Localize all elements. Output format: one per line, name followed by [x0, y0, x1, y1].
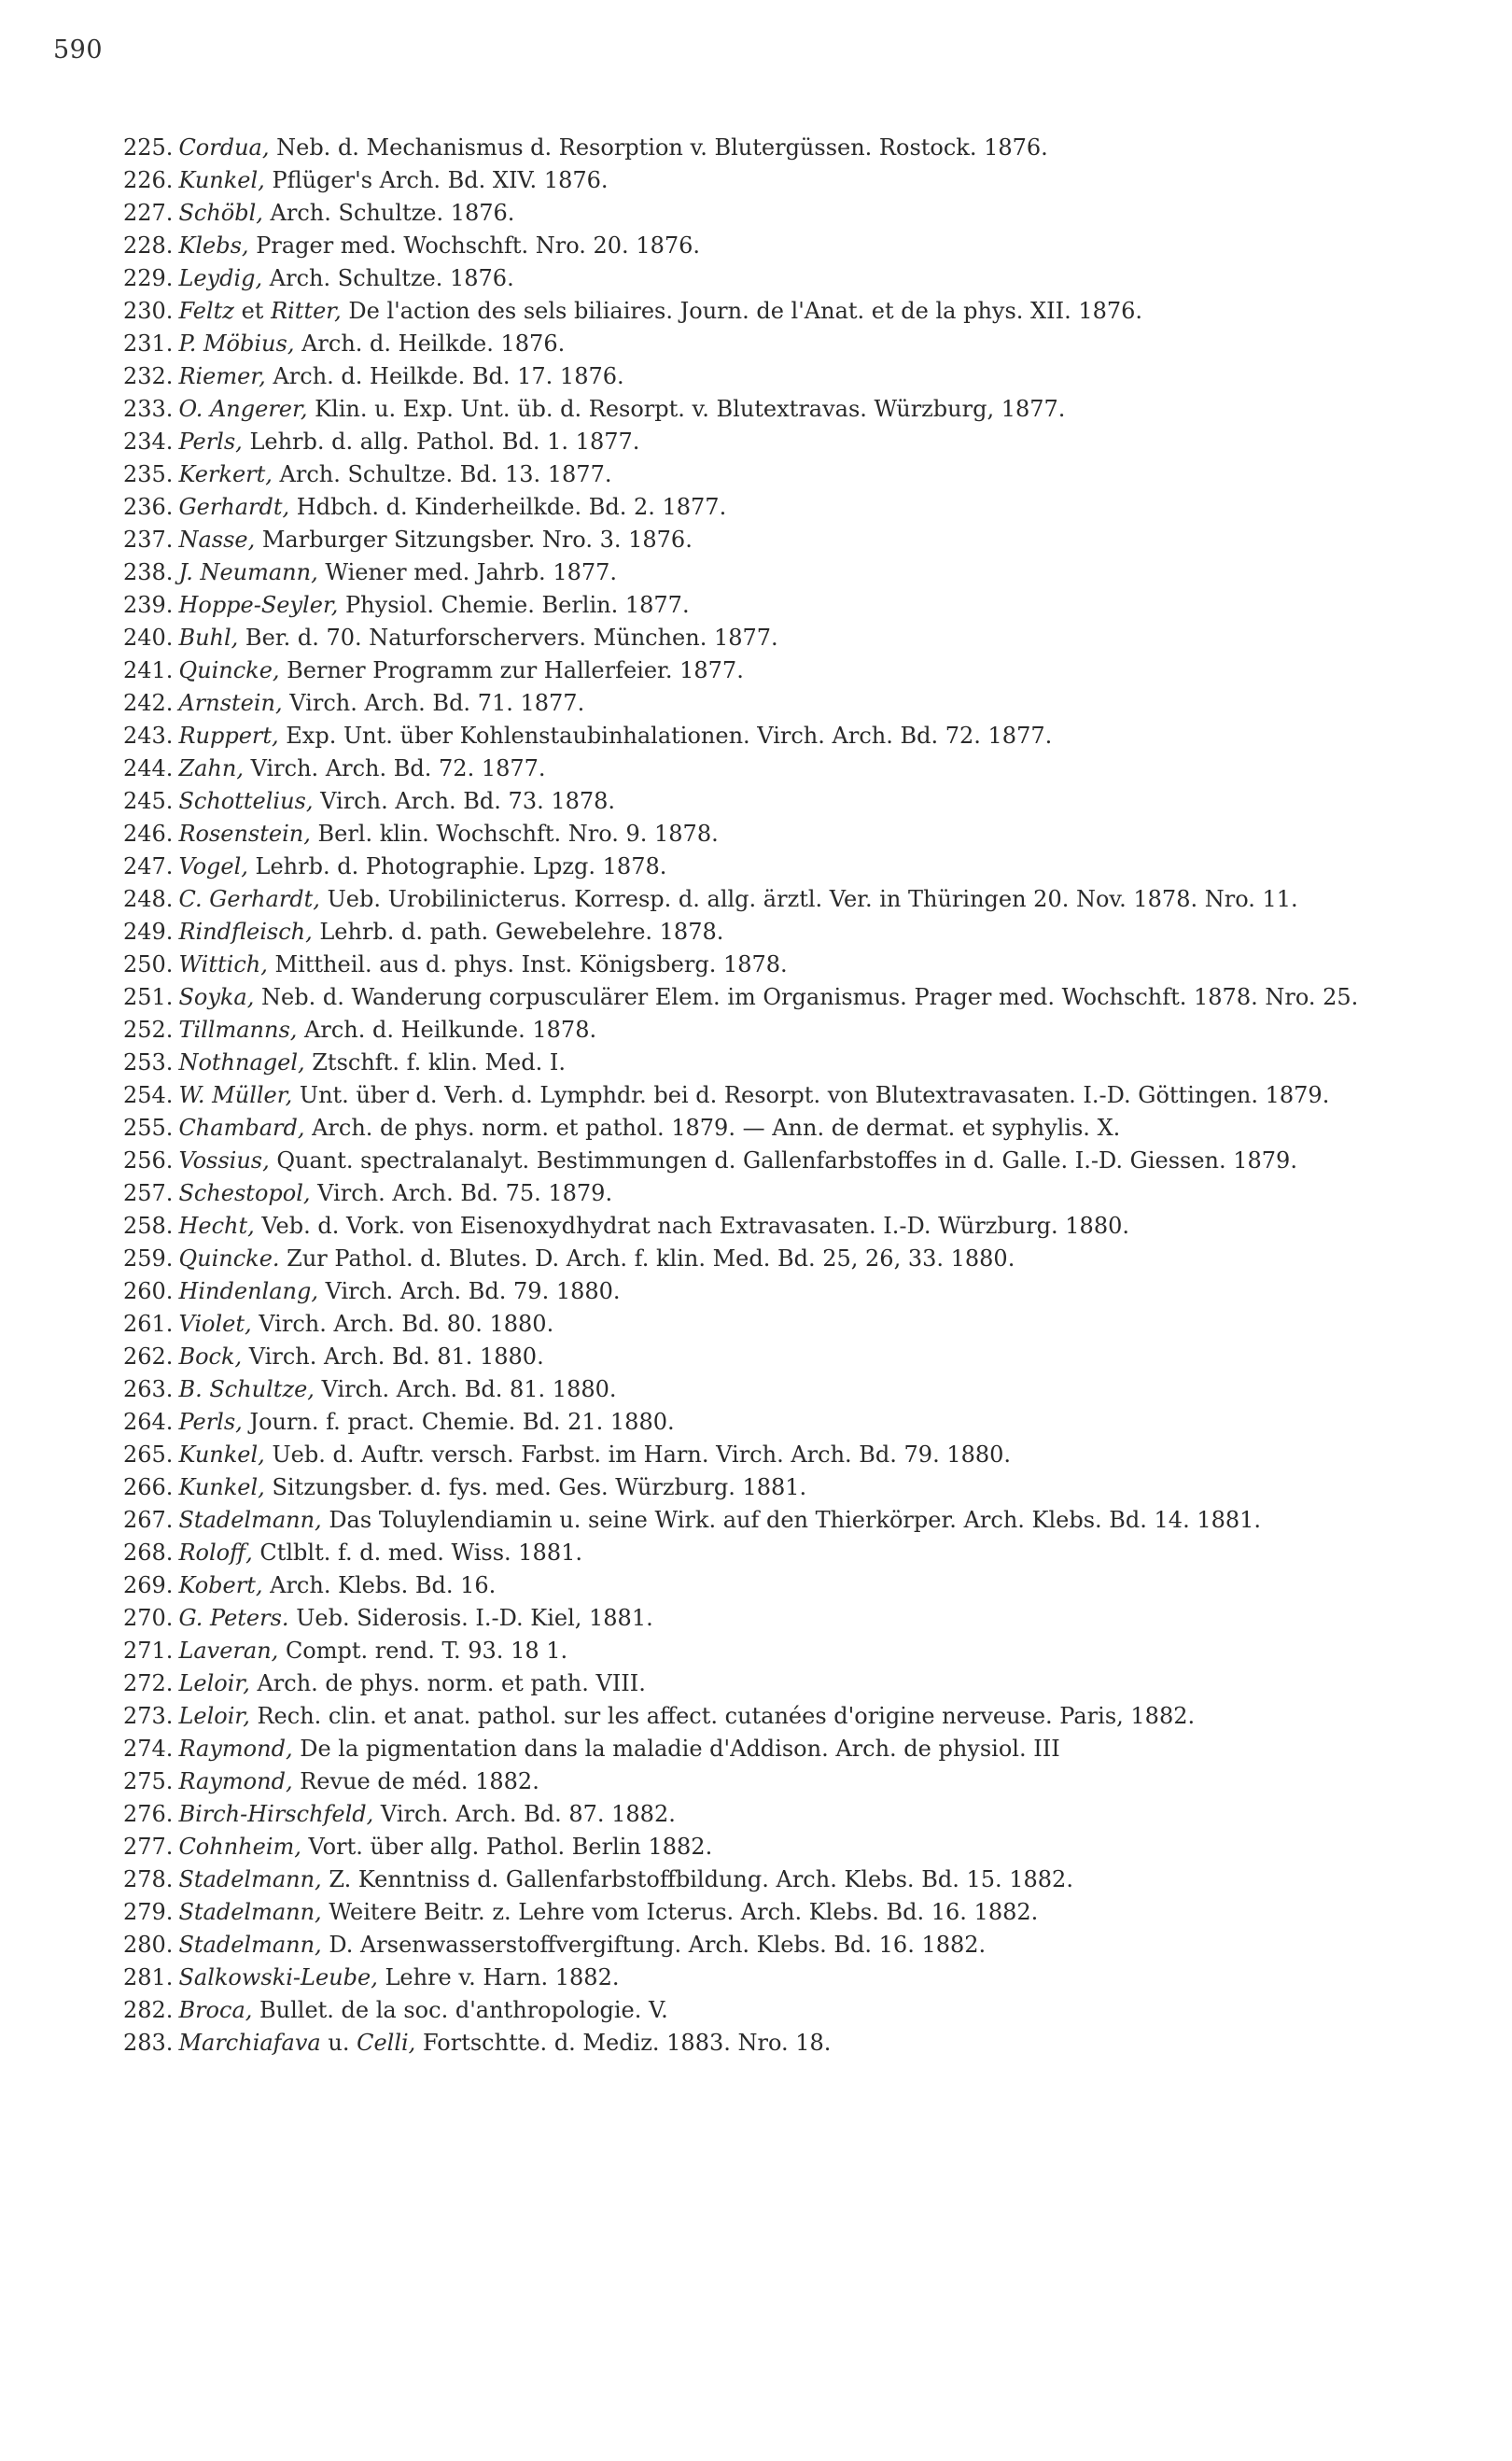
reference-number: 283. — [123, 2030, 174, 2056]
reference-text: Neb. d. Mechanismus d. Resorption v. Blutergüssen. Rostock. 1876. — [269, 134, 1048, 161]
reference-text: Physiol. Chemie. Berlin. 1877. — [338, 592, 690, 618]
reference-number: 233. — [123, 396, 174, 422]
reference-entry — [86, 1145, 1454, 1177]
reference-entry — [86, 883, 1454, 916]
reference-text: Arch. de phys. norm. et pathol. 1879. — Ann. de dermat. et syphylis. X. — [304, 1115, 1121, 1141]
reference-number: 276. — [123, 1801, 174, 1827]
reference-entry — [86, 1243, 1454, 1275]
reference-entry — [86, 1733, 1454, 1765]
reference-entry — [86, 458, 1454, 491]
reference-entry — [86, 164, 1454, 197]
reference-number: 226. — [123, 167, 174, 193]
reference-text: Veb. d. Vork. von Eisenoxydhydrat nach Extravasaten. I.-D. Würzburg. 1880. — [254, 1213, 1129, 1239]
reference-entry — [86, 1798, 1454, 1831]
reference-number: 275. — [123, 1768, 174, 1794]
reference-entry — [86, 1765, 1454, 1798]
reference-author: Nothnagel, — [178, 1049, 305, 1076]
reference-text: Pflüger's Arch. Bd. XIV. 1876. — [264, 167, 609, 193]
reference-author: Gerhardt, — [178, 494, 290, 520]
reference-text: Virch. Arch. Bd. 72. 1877. — [243, 755, 546, 781]
reference-number: 249. — [123, 919, 174, 945]
reference-author: Rosenstein, — [178, 821, 311, 847]
reference-entry — [86, 1863, 1454, 1896]
reference-entry — [86, 687, 1454, 720]
reference-text: Ztschft. f. klin. Med. I. — [304, 1049, 566, 1076]
reference-author: Chambard, — [178, 1115, 305, 1141]
reference-author: Leloir, — [178, 1670, 250, 1696]
reference-number: 266. — [123, 1474, 174, 1500]
reference-number: 257. — [123, 1180, 174, 1206]
reference-entry — [86, 1602, 1454, 1635]
reference-text: Arch. de phys. norm. et path. VIII. — [249, 1670, 646, 1696]
reference-author: Kunkel, — [178, 1474, 265, 1500]
reference-text: u. — [320, 2030, 357, 2056]
reference-number: 232. — [123, 363, 174, 389]
reference-author: Tillmanns, — [178, 1017, 298, 1043]
reference-text: Virch. Arch. Bd. 71. 1877. — [282, 690, 585, 716]
reference-entry — [86, 1994, 1454, 2027]
reference-number: 261. — [123, 1311, 174, 1337]
reference-author: Raymond, — [178, 1768, 293, 1794]
reference-number: 241. — [123, 657, 174, 683]
reference-number: 229. — [123, 265, 174, 291]
reference-text: De la pigmentation dans la maladie d'Addison. Arch. de physiol. III — [292, 1736, 1060, 1762]
reference-text: Sitzungsber. d. fys. med. Ges. Würzburg. 1881. — [264, 1474, 807, 1500]
reference-text: Virch. Arch. Bd. 75. 1879. — [310, 1180, 613, 1206]
reference-author: Nasse, — [178, 527, 256, 553]
reference-number: 259. — [123, 1245, 174, 1272]
reference-entry — [86, 851, 1454, 883]
reference-entry — [86, 426, 1454, 458]
reference-number: 246. — [123, 821, 174, 847]
reference-author: Schottelius, — [178, 788, 314, 814]
reference-text: Journ. f. pract. Chemie. Bd. 21. 1880. — [242, 1409, 675, 1435]
reference-author: Kobert, — [178, 1572, 263, 1598]
reference-number: 263. — [123, 1376, 174, 1402]
reference-author: Soyka, — [178, 984, 255, 1010]
reference-number: 260. — [123, 1278, 174, 1304]
reference-text: Bullet. de la soc. d'anthropologie. V. — [252, 1997, 668, 2023]
reference-number: 265. — [123, 1441, 174, 1468]
reference-author: Laveran, — [178, 1638, 279, 1664]
reference-text: Ueb. Urobilinicterus. Korresp. d. allg. ärztl. Ver. in Thüringen 20. Nov. 1878. Nro. 11. — [319, 886, 1298, 912]
reference-author: Leydig, — [178, 265, 263, 291]
reference-number: 280. — [123, 1932, 174, 1958]
reference-text: Lehrb. d. Photographie. Lpzg. 1878. — [247, 853, 667, 879]
reference-entry — [86, 720, 1454, 752]
reference-number: 251. — [123, 984, 174, 1010]
reference-number: 238. — [123, 559, 174, 585]
reference-number: 248. — [123, 886, 174, 912]
reference-text: Arch. d. Heilkunde. 1878. — [297, 1017, 597, 1043]
reference-author: Hindenlang, — [178, 1278, 318, 1304]
reference-text: Virch. Arch. Bd. 81. 1880. — [314, 1376, 617, 1402]
reference-entry — [86, 197, 1454, 230]
reference-author: C. Gerhardt, — [178, 886, 320, 912]
reference-entry — [86, 1635, 1454, 1667]
reference-entry — [86, 1373, 1454, 1406]
reference-number: 237. — [123, 527, 174, 553]
reference-author: Cordua, — [178, 134, 270, 161]
reference-author: Bock, — [178, 1343, 243, 1370]
reference-author: Klebs, — [178, 232, 249, 259]
reference-entry — [86, 1962, 1454, 1994]
reference-author: Quincke. — [178, 1245, 280, 1272]
reference-entry — [86, 622, 1454, 654]
reference-text: Mittheil. aus d. phys. Inst. Königsberg. 1878. — [267, 951, 788, 977]
reference-entry — [86, 328, 1454, 360]
reference-number: 270. — [123, 1605, 174, 1631]
reference-author: Kunkel, — [178, 1441, 265, 1468]
reference-text: Neb. d. Wanderung corpusculärer Elem. im Organismus. Prager med. Wochschft. 1878. Nro. 25. — [254, 984, 1359, 1010]
reference-author: Perls, — [178, 429, 243, 455]
reference-entry — [86, 1014, 1454, 1047]
reference-entry — [86, 1308, 1454, 1341]
reference-text: Arch. d. Heilkde. 1876. — [294, 330, 566, 357]
reference-entry — [86, 1112, 1454, 1145]
reference-entry — [86, 1896, 1454, 1929]
reference-text: Arch. Schultze. 1876. — [262, 200, 515, 226]
reference-number: 264. — [123, 1409, 174, 1435]
reference-author: Birch-Hirschfeld, — [178, 1801, 374, 1827]
reference-entry — [86, 1047, 1454, 1079]
reference-number: 253. — [123, 1049, 174, 1076]
reference-author: W. Müller, — [178, 1082, 293, 1108]
reference-entry — [86, 1929, 1454, 1962]
reference-entry — [86, 1537, 1454, 1569]
reference-entry — [86, 393, 1454, 426]
reference-number: 262. — [123, 1343, 174, 1370]
reference-number: 279. — [123, 1899, 174, 1925]
reference-entry — [86, 654, 1454, 687]
reference-text: Virch. Arch. Bd. 73. 1878. — [313, 788, 616, 814]
reference-author: Roloff, — [178, 1540, 253, 1566]
reference-text: Virch. Arch. Bd. 79. 1880. — [317, 1278, 621, 1304]
reference-text: Lehrb. d. path. Gewebelehre. 1878. — [312, 919, 724, 945]
reference-author: Rindfleisch, — [178, 919, 313, 945]
reference-author: Buhl, — [178, 625, 239, 651]
reference-text: Quant. spectralanalyt. Bestimmungen d. Gallenfarbstoffes in d. Galle. I.-D. Giessen. 1879. — [269, 1147, 1297, 1174]
reference-text: Marburger Sitzungsber. Nro. 3. 1876. — [255, 527, 693, 553]
reference-author: Hoppe-Seyler, — [178, 592, 339, 618]
reference-entry — [86, 491, 1454, 524]
reference-author: Celli, — [357, 2030, 416, 2056]
reference-number: 278. — [123, 1866, 174, 1892]
reference-entry — [86, 1177, 1454, 1210]
reference-entry — [86, 1439, 1454, 1471]
reference-number: 252. — [123, 1017, 174, 1043]
reference-text: Zur Pathol. d. Blutes. D. Arch. f. klin. Med. Bd. 25, 26, 33. 1880. — [279, 1245, 1015, 1272]
reference-entry — [86, 2027, 1454, 2060]
reference-text: Weitere Beitr. z. Lehre vom Icterus. Arch. Klebs. Bd. 16. 1882. — [321, 1899, 1039, 1925]
reference-number: 225. — [123, 134, 174, 161]
reference-author: Ritter, — [271, 298, 342, 324]
reference-number: 274. — [123, 1736, 174, 1762]
reference-text: Virch. Arch. Bd. 87. 1882. — [373, 1801, 676, 1827]
reference-number: 239. — [123, 592, 174, 618]
reference-list — [86, 132, 1454, 2060]
reference-author: Wittich, — [178, 951, 268, 977]
reference-text: Hdbch. d. Kinderheilkde. Bd. 2. 1877. — [289, 494, 727, 520]
reference-text: Ctlblt. f. d. med. Wiss. 1881. — [252, 1540, 582, 1566]
reference-author: Zahn, — [178, 755, 244, 781]
reference-number: 242. — [123, 690, 174, 716]
reference-text: Klin. u. Exp. Unt. üb. d. Resorpt. v. Blutextravas. Würzburg, 1877. — [307, 396, 1066, 422]
reference-text: Ueb. Siderosis. I.-D. Kiel, 1881. — [288, 1605, 653, 1631]
reference-entry — [86, 1471, 1454, 1504]
reference-entry — [86, 1406, 1454, 1439]
reference-entry — [86, 1341, 1454, 1373]
reference-author: Stadelmann, — [178, 1932, 322, 1958]
reference-entry — [86, 1079, 1454, 1112]
reference-text: Lehrb. d. allg. Pathol. Bd. 1. 1877. — [242, 429, 640, 455]
reference-text: De l'action des sels biliaires. Journ. de l'Anat. et de la phys. XII. 1876. — [341, 298, 1143, 324]
reference-author: J. Neumann, — [178, 559, 318, 585]
reference-author: Violet, — [178, 1311, 252, 1337]
reference-entry — [86, 1504, 1454, 1537]
reference-author: Stadelmann, — [178, 1899, 322, 1925]
reference-author: Raymond, — [178, 1736, 293, 1762]
reference-number: 230. — [123, 298, 174, 324]
reference-text: Arch. Schultze. 1876. — [262, 265, 514, 291]
reference-number: 272. — [123, 1670, 174, 1696]
reference-author: Stadelmann, — [178, 1866, 322, 1892]
reference-entry — [86, 818, 1454, 851]
reference-entry — [86, 752, 1454, 785]
reference-number: 244. — [123, 755, 174, 781]
reference-author: Perls, — [178, 1409, 243, 1435]
reference-text: Vort. über allg. Pathol. Berlin 1882. — [301, 1834, 713, 1860]
reference-number: 231. — [123, 330, 174, 357]
reference-author: Arnstein, — [178, 690, 283, 716]
reference-text: D. Arsenwasserstoffvergiftung. Arch. Klebs. Bd. 16. 1882. — [321, 1932, 987, 1958]
reference-author: Cohnheim, — [178, 1834, 301, 1860]
reference-author: B. Schultze, — [178, 1376, 315, 1402]
reference-number: 271. — [123, 1638, 174, 1664]
reference-number: 250. — [123, 951, 174, 977]
reference-entry — [86, 589, 1454, 622]
reference-text: Exp. Unt. über Kohlenstaubinhalationen. Virch. Arch. Bd. 72. 1877. — [278, 723, 1053, 749]
reference-author: Leloir, — [178, 1703, 250, 1729]
reference-author: Vossius, — [178, 1147, 270, 1174]
reference-text: Ber. d. 70. Naturforschervers. München. 1877. — [238, 625, 778, 651]
page-number: 590 — [53, 35, 104, 64]
reference-author: G. Peters. — [178, 1605, 289, 1631]
reference-number: 227. — [123, 200, 174, 226]
reference-text: Das Toluylendiamin u. seine Wirk. auf den Thierkörper. Arch. Klebs. Bd. 14. 1881. — [321, 1507, 1262, 1533]
reference-number: 273. — [123, 1703, 174, 1729]
reference-number: 234. — [123, 429, 174, 455]
reference-author: Kerkert, — [178, 461, 273, 487]
reference-entry — [86, 949, 1454, 981]
reference-entry — [86, 1275, 1454, 1308]
reference-number: 235. — [123, 461, 174, 487]
reference-text: Lehre v. Harn. 1882. — [377, 1964, 620, 1990]
reference-number: 282. — [123, 1997, 174, 2023]
reference-number: 269. — [123, 1572, 174, 1598]
reference-number: 281. — [123, 1964, 174, 1990]
reference-entry — [86, 785, 1454, 818]
reference-number: 254. — [123, 1082, 174, 1108]
reference-author: Hecht, — [178, 1213, 255, 1239]
reference-entry — [86, 1667, 1454, 1700]
reference-author: P. Möbius, — [178, 330, 295, 357]
reference-text: Unt. über d. Verh. d. Lymphdr. bei d. Resorpt. von Blutextravasaten. I.-D. Göttingen. 1879. — [292, 1082, 1330, 1108]
reference-text: Z. Kenntniss d. Gallenfarbstoffbildung. Arch. Klebs. Bd. 15. 1882. — [321, 1866, 1073, 1892]
reference-number: 228. — [123, 232, 174, 259]
reference-text: Fortschtte. d. Mediz. 1883. Nro. 18. — [415, 2030, 832, 2056]
reference-number: 240. — [123, 625, 174, 651]
reference-text: Arch. Klebs. Bd. 16. — [262, 1572, 497, 1598]
reference-entry — [86, 262, 1454, 295]
reference-text: Berner Programm zur Hallerfeier. 1877. — [279, 657, 744, 683]
reference-number: 258. — [123, 1213, 174, 1239]
reference-number: 243. — [123, 723, 174, 749]
reference-text: Arch. d. Heilkde. Bd. 17. 1876. — [265, 363, 624, 389]
reference-author: Marchiafava — [178, 2030, 321, 2056]
reference-entry — [86, 1831, 1454, 1863]
reference-entry — [86, 524, 1454, 556]
reference-author: Schestopol, — [178, 1180, 311, 1206]
reference-author: Ruppert, — [178, 723, 279, 749]
reference-author: Kunkel, — [178, 167, 265, 193]
reference-author: Stadelmann, — [178, 1507, 322, 1533]
reference-text: Revue de méd. 1882. — [292, 1768, 539, 1794]
reference-entry — [86, 1700, 1454, 1733]
reference-entry — [86, 916, 1454, 949]
reference-number: 267. — [123, 1507, 174, 1533]
reference-text: Compt. rend. T. 93. 18 1. — [278, 1638, 568, 1664]
reference-author: Quincke, — [178, 657, 280, 683]
reference-text: Virch. Arch. Bd. 81. 1880. — [242, 1343, 544, 1370]
reference-number: 247. — [123, 853, 174, 879]
reference-entry — [86, 132, 1454, 164]
reference-text: Rech. clin. et anat. pathol. sur les affect. cutanées d'origine nerveuse. Paris, 1882. — [249, 1703, 1196, 1729]
reference-author: Broca, — [178, 1997, 253, 2023]
reference-text: Berl. klin. Wochschft. Nro. 9. 1878. — [310, 821, 719, 847]
reference-entry — [86, 230, 1454, 262]
reference-text: Virch. Arch. Bd. 80. 1880. — [251, 1311, 554, 1337]
reference-entry — [86, 556, 1454, 589]
reference-author: Feltz — [178, 298, 234, 324]
reference-author: O. Angerer, — [178, 396, 308, 422]
reference-number: 255. — [123, 1115, 174, 1141]
reference-number: 268. — [123, 1540, 174, 1566]
reference-author: Riemer, — [178, 363, 266, 389]
reference-text: Prager med. Wochschft. Nro. 20. 1876. — [248, 232, 701, 259]
reference-number: 277. — [123, 1834, 174, 1860]
reference-text: Arch. Schultze. Bd. 13. 1877. — [272, 461, 612, 487]
reference-text: et — [233, 298, 272, 324]
reference-number: 256. — [123, 1147, 174, 1174]
reference-number: 236. — [123, 494, 174, 520]
reference-entry — [86, 981, 1454, 1014]
reference-text: Ueb. d. Auftr. versch. Farbst. im Harn. Virch. Arch. Bd. 79. 1880. — [264, 1441, 1012, 1468]
reference-entry — [86, 1569, 1454, 1602]
reference-entry — [86, 1210, 1454, 1243]
reference-author: Vogel, — [178, 853, 248, 879]
reference-entry — [86, 295, 1454, 328]
reference-author: Salkowski-Leube, — [178, 1964, 378, 1990]
reference-text: Wiener med. Jahrb. 1877. — [317, 559, 618, 585]
reference-author: Schöbl, — [178, 200, 263, 226]
reference-entry — [86, 360, 1454, 393]
reference-number: 245. — [123, 788, 174, 814]
